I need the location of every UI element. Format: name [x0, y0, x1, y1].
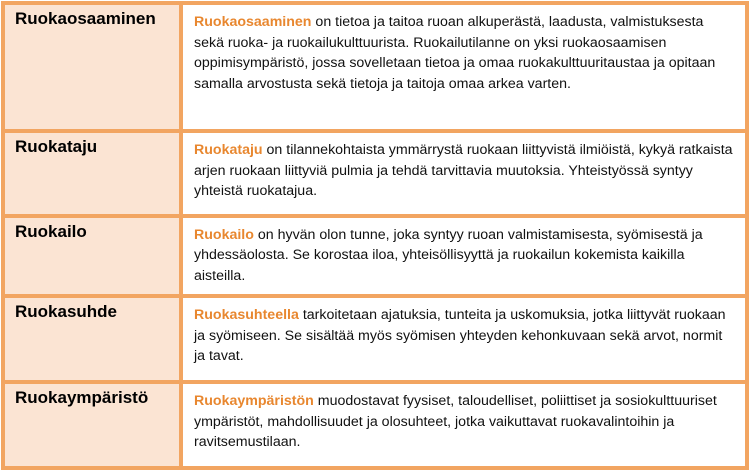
definition-text: muodostavat fyysiset, taloudelliset, poliittiset ja sosiokulttuuriset ympäristöt, mahdollisuudet ja olosuhteet, jotka vaikuttavat ruokavalintoihin ja ravitsemustilaan.	[194, 393, 717, 451]
term-highlight: Ruokaosaaminen	[194, 14, 312, 30]
term-cell: Ruokaympäristö	[5, 380, 183, 466]
table-row	[5, 129, 745, 214]
term-highlight: Ruokailo	[194, 226, 254, 243]
table-row	[5, 380, 745, 466]
term-cell: Ruokasuhde	[5, 294, 183, 380]
term-cell: Ruokaosaaminen	[5, 5, 183, 129]
definition-text: on hyvän olon tunne, joka syntyy ruoan valmistamisesta, syömisestä ja yhdessäolosta. Se korostaa iloa, yhteisöllisyyttä ja ruokailun kokemista kaikilla aisteilla.	[194, 226, 703, 284]
term-cell: Ruokataju	[5, 129, 183, 214]
term-highlight: Ruokataju	[194, 142, 263, 159]
definition-text: tarkoitetaan ajatuksia, tunteita ja uskomuksia, jotka liittyvät ruokaan ja syömiseen. Se sisältää myös syömisen yhteyden kehonkuvaan sekä arvot, normit ja tavat.	[194, 307, 726, 365]
definitions-grid	[5, 5, 745, 466]
definition-text: on tilannekohtaista ymmärrystä ruokaan liittyvistä ilmiöistä, kykyä ratkaista arjen ruokaan liittyviä pulmia ja tehdä tarvittavia muutoksia. Yhteistyössä syntyy yhteistä ruokatajua.	[194, 142, 733, 200]
table-row	[5, 214, 745, 295]
definition-cell	[183, 5, 745, 129]
definitions-table	[1, 1, 749, 470]
definition-cell	[183, 129, 745, 214]
table-row	[5, 5, 745, 129]
definition-cell	[183, 380, 745, 466]
definition-cell	[183, 294, 745, 380]
term-highlight: Ruokaympäristön	[194, 393, 314, 410]
table-row	[5, 294, 745, 380]
term-highlight: Ruokasuhteella	[194, 307, 299, 324]
term-cell: Ruokailo	[5, 214, 183, 295]
definition-text: on tietoa ja taitoa ruoan alkuperästä, laadusta, valmistuksesta sekä ruoka- ja ruokailukulttuurista. Ruokailutilanne on yksi ruokaosaamisen oppimisympäristö, jossa sovelletaan tietoa ja omaa ruokakulttuuritaustaa ja opitaan samalla arvostusta sekä tietoja ja taitoja omaa arkea varten.	[194, 14, 716, 92]
definition-cell	[183, 214, 745, 295]
